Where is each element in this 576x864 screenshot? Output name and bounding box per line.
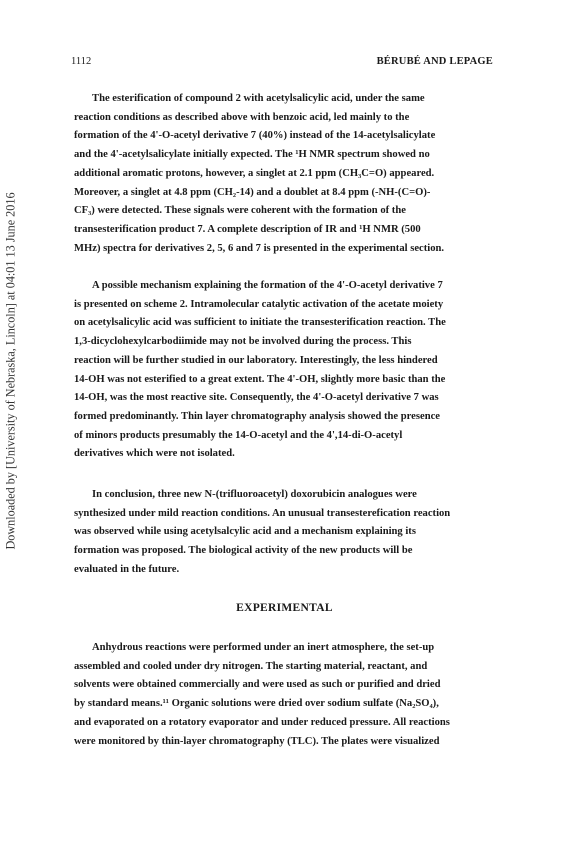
text-line: synthesized under mild reaction conditions. An unusual transesterefication reaction [74,507,451,519]
page-number: 1112 [71,56,92,67]
text-line: solvents were obtained commercially and were used as such or purified and dried [74,679,441,691]
text-line: were monitored by thin-layer chromatography (TLC). The plates were visualized [74,735,440,747]
text-line: and evaporated on a rotatory evaporator and under reduced pressure. All reactions [74,716,450,728]
text-line: derivatives which were not isolated. [74,448,235,460]
text-line: formation of the 4'-O-acetyl derivative 7 (40%) instead of the 14-acetylsalicylate [74,130,436,142]
paragraph-mechanism [74,277,495,464]
text-line: formation was proposed. The biological activity of the new products will be [74,545,413,557]
text-line: 14-OH was not esterified to a great extent. The 4'-OH, slightly more basic than the [74,373,446,385]
text-line: reaction conditions as described above with benzoic acid, led mainly to the [74,111,410,123]
paragraph-experimental [74,639,495,751]
text-line: CF₃) were detected. These signals were coherent with the formation of the [74,205,406,217]
text-line: 1,3-dicyclohexylcarbodiimide may not be involved during the process. This [74,336,412,348]
page-header [71,56,493,72]
text-line: Moreover, a singlet at 4.8 ppm (CH₂-14) and a doublet at 8.4 ppm (-NH-(C=O)- [74,186,431,198]
text-line: by standard means.¹¹ Organic solutions were dried over sodium sulfate (Na₂SO₄), [74,698,439,710]
text-line: reaction will be further studied in our laboratory. Interestingly, the less hindered [74,354,438,366]
text-line: evaluated in the future. [74,563,180,575]
text-line: was observed while using acetylsalcylic acid and a mechanism explaining its [74,526,416,538]
paragraph-esterification [74,90,495,258]
download-watermark [2,76,20,666]
text-line: and the 4'-acetylsalicylate initially expected. The ¹H NMR spectrum showed no [74,149,430,161]
text-line: 14-OH, was the most reactive site. Consequently, the 4'-O-acetyl derivative 7 was [74,392,439,404]
text-line: Anhydrous reactions were performed under an inert atmosphere, the set-up [92,642,435,653]
section-heading: EXPERIMENTAL [236,602,333,614]
text-line: on acetylsalicylic acid was sufficient to initiate the transesterification reaction. The [74,317,446,329]
text-line: additional aromatic protons, however, a singlet at 2.1 ppm (CH₃C=O) appeared. [74,167,435,179]
paragraph-conclusion [74,486,495,580]
text-line: of minors products presumably the 14-O-acetyl and the 4',14-di-O-acetyl [74,429,403,441]
text-line: assembled and cooled under dry nitrogen. The starting material, reactant, and [74,660,428,672]
text-line: The esterification of compound 2 with acetylsalicylic acid, under the same [92,93,425,104]
text-line: formed predominantly. Thin layer chromatography analysis showed the presence [74,410,440,422]
text-line: is presented on scheme 2. Intramolecular catalytic activation of the acetate moiety [74,298,444,310]
text-line: A possible mechanism explaining the formation of the 4'-O-acetyl derivative 7 [92,280,443,291]
download-notice: Downloaded by [University of Nebraska, Lincoln] at 04:01 13 June 2016 [3,192,18,550]
text-line: transesterification product 7. A complete description of IR and ¹H NMR (500 [74,223,421,235]
running-head: BÉRUBÉ AND LEPAGE [376,56,493,67]
text-line: In conclusion, three new N-(trifluoroacetyl) doxorubicin analogues were [92,489,417,500]
text-line: MHz) spectra for derivatives 2, 5, 6 and 7 is presented in the experimental section. [74,242,445,254]
